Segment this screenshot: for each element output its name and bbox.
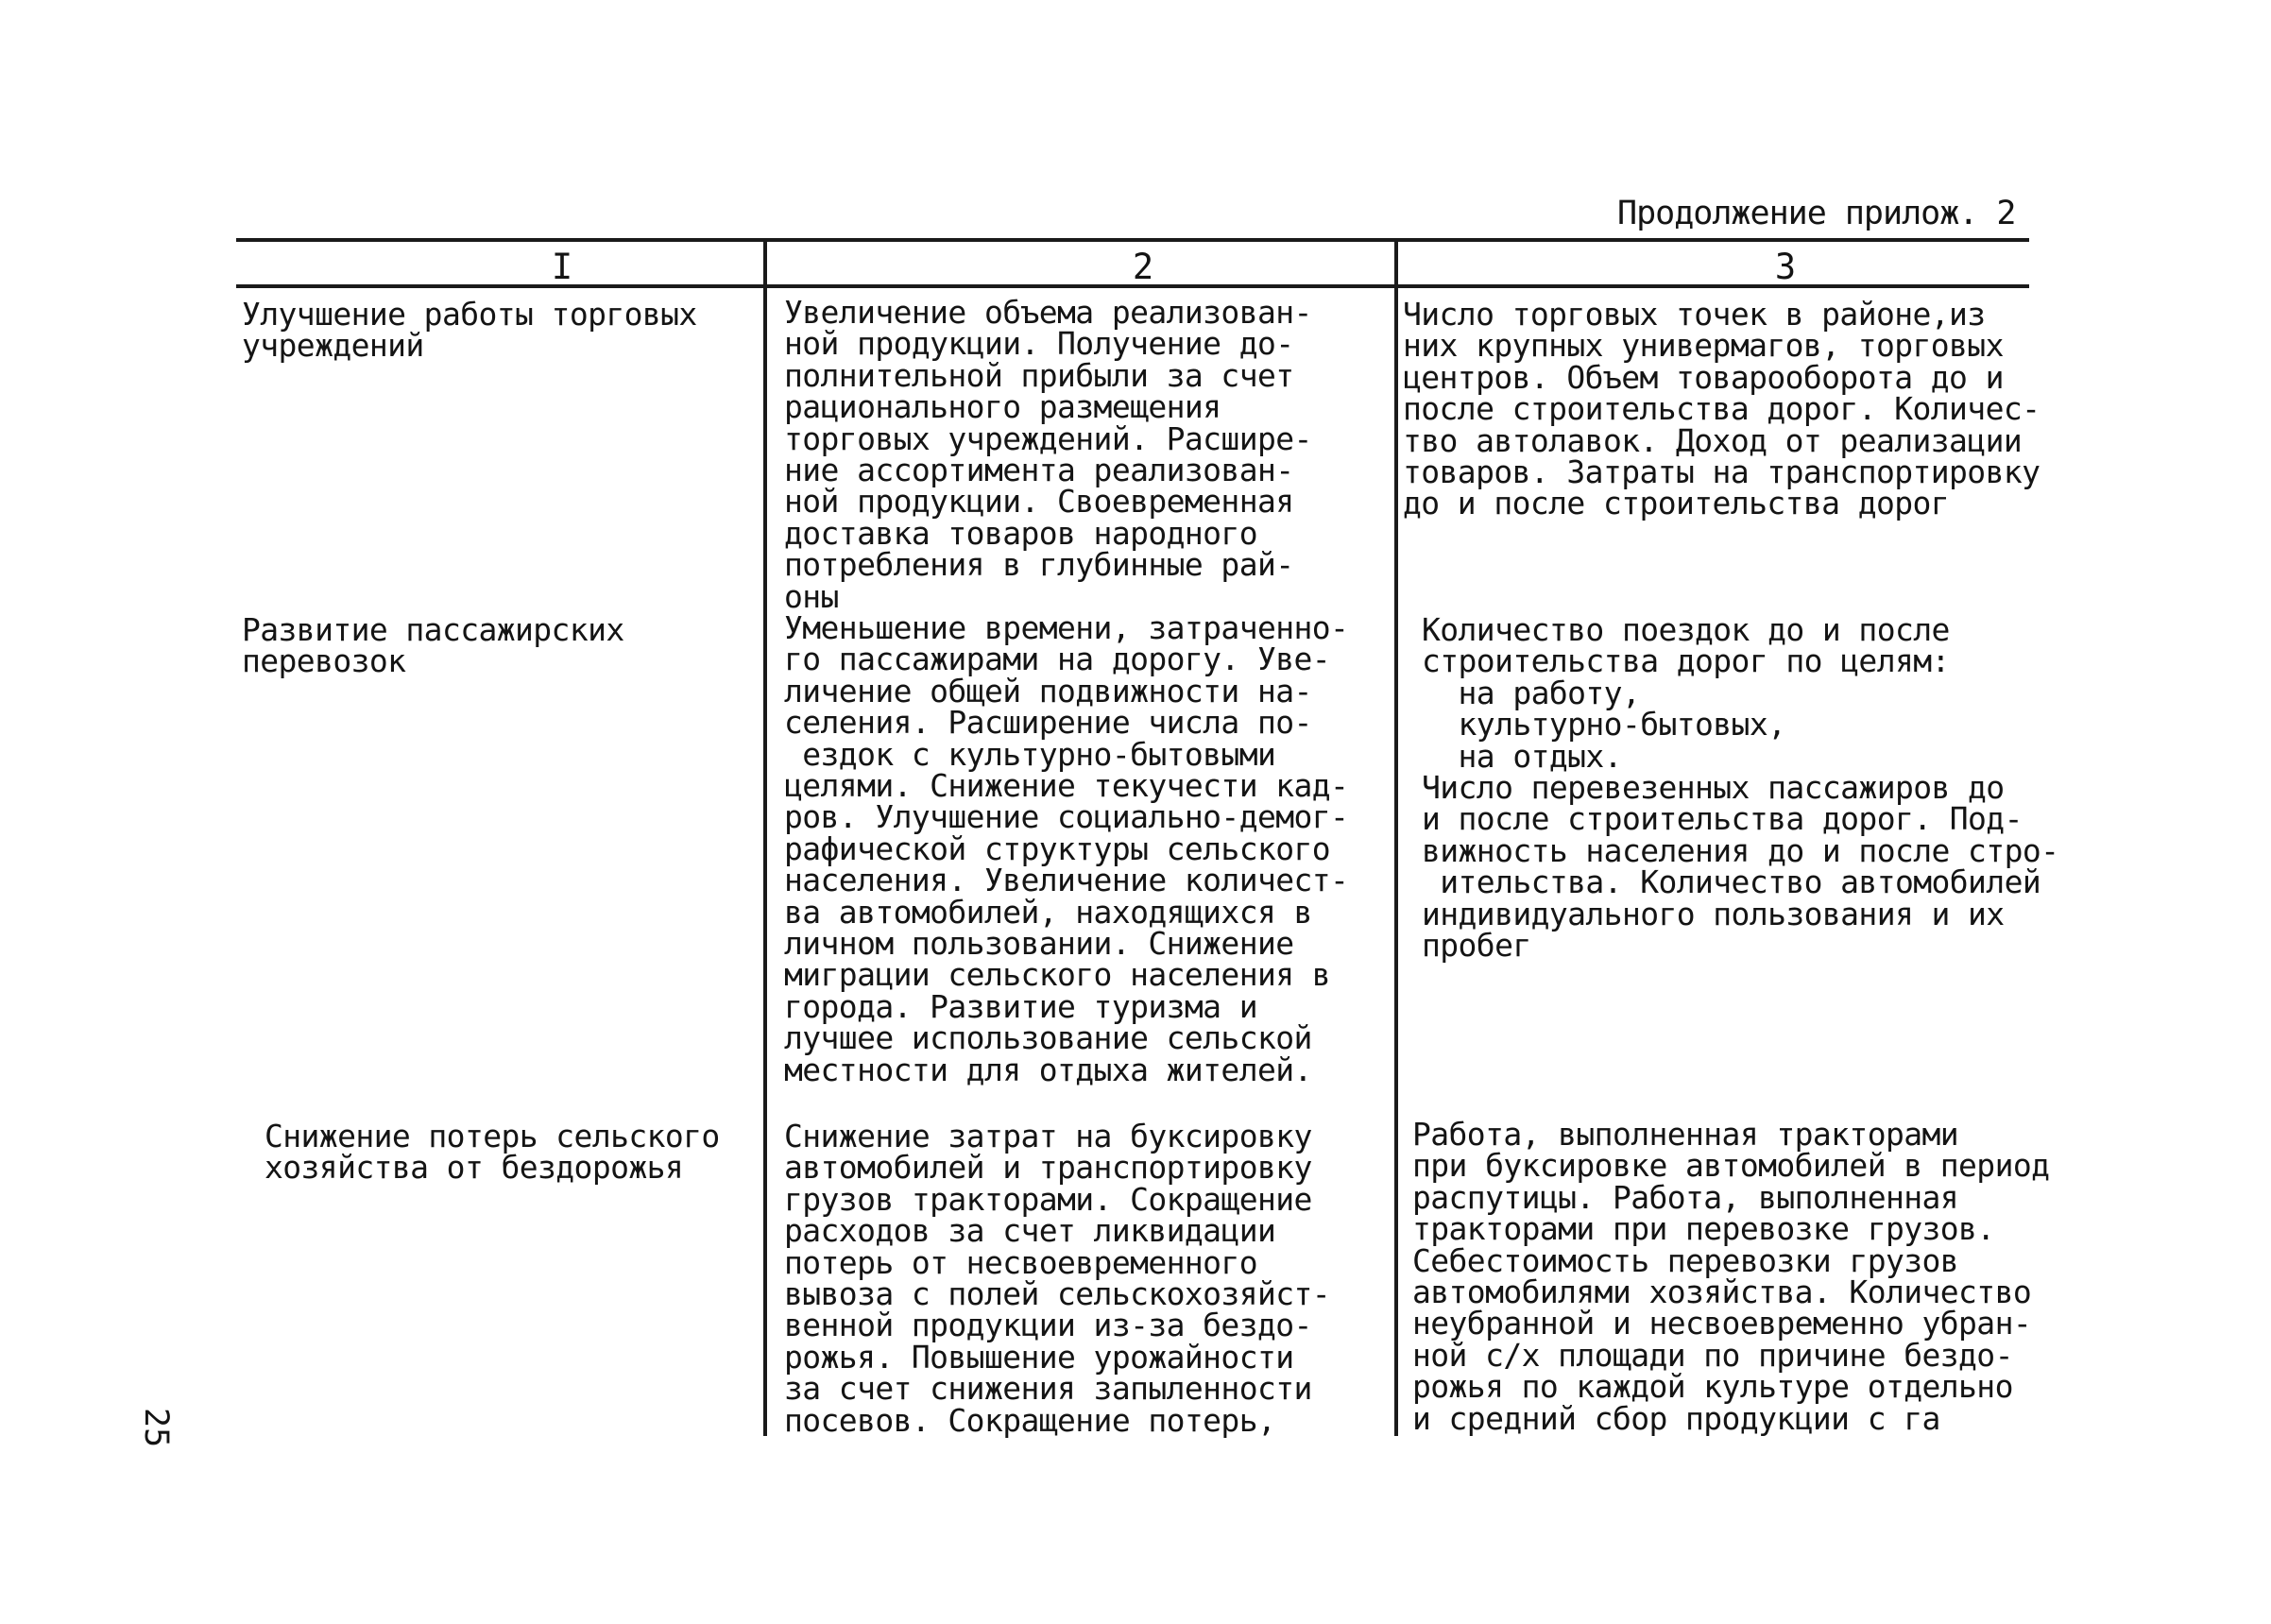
- row-3-effects: Снижение затрат на буксировку автомобилей и транспортировку грузов тракторами. Сокращение расходов за счет ликвидации потерь от несвоевременного вывоза с полей сельскохозяйст- венной продукции из-за бездо- рожья. Повышение урожайности за счет снижения запыленности посевов. Сокращение потерь,: [784, 1118, 1331, 1439]
- column-header-3: 3: [1774, 247, 1797, 287]
- row-2-indicator-group: Развитие пассажирских перевозок: [242, 611, 624, 680]
- column-header-1: I: [551, 247, 573, 287]
- row-1-indicator-group: Улучшение работы торговых учреждений: [242, 296, 697, 365]
- page-number: 25: [137, 1408, 175, 1448]
- column-divider-2: [1394, 238, 1398, 1436]
- row-2-effects: Уменьшение времени, затраченно- го пассажирами на дорогу. Уве- личение общей подвижности на- селения. Расширение числа по- ездок с культурно-бытовыми целями. Снижение текучести кад- ров. Улучшение социально-демог- рафической структуры сельского населения. Увеличение количест- ва автомобилей, находящихся в личном пользовании. Снижение миграции сельского населения в города. Развитие туризма и лучшее использование сельской местности для отдыха жителей.: [784, 609, 1349, 1088]
- row-3-indicators: Работа, выполненная тракторами при буксировке автомобилей в период распутицы. Работа, выполненная тракторами при перевозке грузов. Себестоимость перевозки грузов автомобилями хозяйства. Количество неубранной и несвоевременно убран- ной с/х площади по причине бездо- рожья по каждой культуре отдельно и средний сбор продукции с га: [1412, 1116, 2050, 1437]
- table-continuation-caption: Продолжение прилож. 2: [1617, 195, 2016, 232]
- row-1-indicators: Число торговых точек в районе,из них крупных универмагов, торговых центров. Объем товарооборота до и после строительства дорог. Количес- тво автолавок. Доход от реализации товаров. Затраты на транспортировку до и после строительства дорог: [1403, 296, 2040, 522]
- row-3-indicator-group: Снижение потерь сельского хозяйства от бездорожья: [265, 1118, 720, 1187]
- row-2-indicators: Количество поездок до и после строительства дорог по целям: на работу, культурно-бытовых, на отдых. Число перевезенных пассажиров до и после строительства дорог. Под- вижность населения до и после стро- ительства. Количество автомобилей индивидуального пользования и их пробег: [1422, 611, 2059, 965]
- row-1-effects: Увеличение объема реализован- ной продукции. Получение до- полнительной прибыли за счет рационального размещения торговых учреждений. Расшире- ние ассортимента реализован- ной продукции. Своевременная доставка товаров народного потребления в глубинные рай- оны: [784, 294, 1312, 615]
- table-top-rule: [236, 238, 2029, 242]
- column-header-2: 2: [1132, 247, 1154, 287]
- column-divider-1: [763, 238, 767, 1436]
